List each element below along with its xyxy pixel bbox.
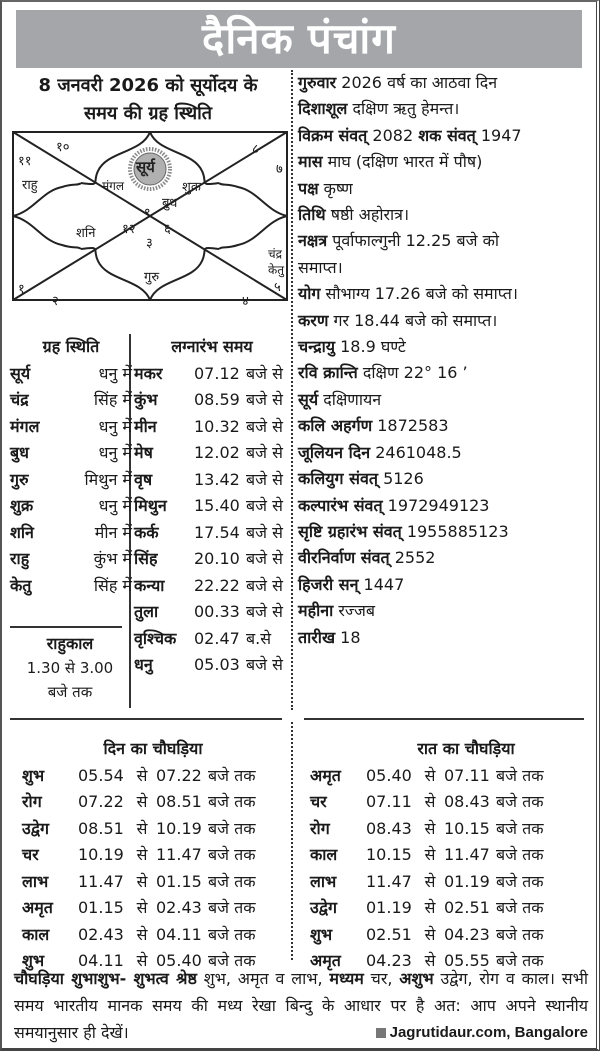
panchang-details [298, 70, 594, 651]
planet-guru: गुरु [144, 270, 160, 285]
choghadiya-row: अमृत 05.40 से 07.11 बजे तक [310, 765, 544, 785]
divider [10, 626, 122, 628]
kundli-chart [12, 131, 288, 309]
planet-row: सूर्य धनु में [10, 363, 132, 383]
planet-row: केतु सिंह में [10, 575, 132, 595]
square-bullet-icon [376, 1028, 386, 1038]
rahukaal-time: 1.30 से 3.00 [26, 659, 114, 677]
house-number: ३ [146, 236, 153, 251]
detail-row: कल्पारंभ संवत् 1972949123 [298, 495, 490, 515]
column-divider [291, 70, 293, 710]
planet-row: बुध धनु में [10, 443, 132, 462]
planet-budh: बुध [162, 196, 178, 211]
planet-chandra: चंद्र [268, 247, 282, 261]
detail-row: योग सौभाग्य 17.26 बजे को समाप्त। [298, 284, 518, 304]
choghadiya-row: अमृत 01.15 से 02.43 बजे तक [22, 898, 256, 917]
planet-mangal: मंगल [102, 179, 125, 193]
detail-row: कलि अहर्गण 1872583 [298, 416, 449, 436]
choghadiya-row: रोग 08.43 से 10.15 बजे तक [310, 818, 544, 838]
footer-text: चर, [363, 969, 400, 988]
house-number: ४ [242, 294, 249, 309]
choghadiya-row: चर 07.11 से 08.43 बजे तक [310, 792, 544, 811]
choghadiya-row: लाभ 11.47 से 01.19 बजे तक [310, 871, 544, 891]
detail-row: चन्द्रायु 18.9 घण्टे [298, 337, 406, 357]
choghadiya-row: काल 10.15 से 11.47 बजे तक [310, 845, 544, 864]
planet-ketu: केतु [268, 263, 285, 277]
rahukaal-title: राहुकाल [46, 634, 94, 653]
choghadiya-row: शुभ 05.54 से 07.22 बजे तक [22, 765, 256, 785]
lagna-row: मीन 10.32 बजे से [134, 416, 283, 436]
choghadiya-row: चर 10.19 से 11.47 बजे तक [22, 845, 256, 864]
chart-heading [8, 72, 288, 128]
lagna-header: लग्नारंभ समय [171, 337, 253, 356]
divider [10, 718, 282, 720]
detail-row: हिजरी सन् 1447 [298, 574, 405, 594]
detail-row: विक्रम संवत् 2082 शक संवत् 1947 [298, 125, 522, 145]
column-divider [291, 722, 293, 960]
lagna-row: कन्या 22.22 बजे से [134, 575, 283, 595]
footer-label: चौघड़िया शुभाशुभ- शुभत्व श्रेष्ठ [14, 969, 197, 988]
house-number: ५ [274, 280, 281, 295]
house-number: ९ [144, 206, 151, 221]
planet-shani: शनि [76, 226, 96, 241]
footer-text: शुभ, अमृत व लाभ, [196, 969, 330, 988]
planet-row: चंद्र सिंह में [10, 390, 132, 409]
lagna-row: मकर 07.12 बजे से [134, 363, 283, 383]
planet-row: शनि मीन में [10, 522, 132, 542]
detail-row: तिथि षष्ठी अहोरात्र। [298, 205, 410, 225]
lagna-row: कर्क 17.54 बजे से [134, 522, 283, 542]
lagna-row: वृश्चिक 02.47 ब.से [134, 628, 272, 648]
detail-row: दिशाशूल दक्षिण ऋतु हेमन्त। [298, 99, 460, 119]
house-number: ११ [18, 154, 32, 169]
choghadiya-row: उद्वेग 01.19 से 02.51 बजे तक [310, 898, 544, 917]
choghadiya-row: उद्वेग 08.51 से 10.19 बजे तक [22, 818, 256, 838]
lagna-row: वृष 13.42 बजे से [134, 469, 283, 489]
day-choghadiya-header: दिन का चौघड़िया [103, 739, 203, 758]
rahukaal-suffix: बजे तक [47, 683, 93, 701]
footer-text: उद्वेग, रोग व काल। सभी समय भारतीय मानक समय की मध्य रेखा बिन्दु के आधार पर है अत: आप अपने स्थानीय समयानुसार ही देखें। [14, 969, 588, 1042]
detail-row: वीरनिर्वाण संवत् 2552 [298, 548, 436, 568]
house-number: २ [52, 294, 59, 309]
house-number: ८ [252, 142, 259, 157]
detail-row: रवि क्रान्ति दक्षिण 22° 16 ’ [298, 363, 468, 383]
detail-row: मास माघ (दक्षिण भारत में पौष) [298, 152, 483, 172]
lagna-row: मिथुन 15.40 बजे से [134, 496, 283, 515]
choghadiya-row: काल 02.43 से 04.11 बजे तक [22, 924, 256, 944]
detail-row: कलियुग संवत् 5126 [298, 469, 424, 489]
choghadiya-row: लाभ 11.47 से 01.15 बजे तक [22, 871, 256, 891]
night-choghadiya-header: रात का चौघड़िया [417, 739, 515, 758]
night-choghadiya [310, 736, 582, 975]
divider [304, 718, 584, 720]
choghadiya-row: अमृत 04.23 से 05.55 बजे तक [310, 951, 544, 970]
planet-row: मंगल धनु में [10, 416, 132, 436]
lagna-row: धनु 05.03 बजे से [134, 655, 283, 674]
planet-shukra: शुक्र [182, 180, 201, 195]
lagna-row: तुला 00.33 बजे से [134, 602, 283, 621]
house-number: ७ [276, 162, 283, 177]
detail-row: सूर्य दक्षिणायन [298, 389, 382, 409]
planet-positions [10, 334, 132, 599]
planet-rahu: राहु [22, 178, 38, 193]
choghadiya-row: शुभ 04.11 से 05.40 बजे तक [22, 951, 256, 970]
planet-positions-header: ग्रह स्थिति [42, 337, 100, 356]
choghadiya-row: शुभ 02.51 से 04.23 बजे तक [310, 924, 544, 944]
detail-row: समाप्त। [298, 257, 343, 277]
house-number: १ [18, 282, 25, 297]
chart-heading-line2: समय की ग्रह स्थिति [83, 103, 213, 124]
house-number: १० [56, 140, 70, 155]
house-number: १२ [122, 222, 136, 237]
detail-row: पक्ष कृष्ण [298, 178, 353, 198]
detail-row: जूलियन दिन 2461048.5 [298, 442, 462, 462]
lagna-row: मेष 12.02 बजे से [134, 443, 283, 462]
detail-row: महीना रज्जब [298, 601, 376, 621]
footer-label: अशुभ [399, 969, 434, 988]
credit-text: Jagrutidaur.com, Bangalore [389, 1024, 588, 1041]
detail-row: तारीख 18 [298, 627, 361, 647]
footer-note [14, 965, 588, 1046]
rahukaal-box [10, 632, 130, 704]
detail-row: करण गर 18.44 बजे को समाप्त। [298, 310, 498, 330]
planet-row: राहु कुंभ में [10, 549, 132, 568]
lagna-row: कुंभ 08.59 बजे से [134, 390, 283, 409]
page-title: दैनिक पंचांग [16, 10, 582, 68]
planet-row: शुक्र धनु में [10, 496, 132, 515]
footer-label: मध्यम [329, 969, 364, 988]
house-number: ६ [164, 222, 171, 237]
detail-row: नक्षत्र पूर्वाफाल्गुनी 12.25 बजे को [298, 231, 500, 251]
choghadiya-row: रोग 07.22 से 08.51 बजे तक [22, 792, 256, 811]
planet-row: गुरु मिथुन में [10, 469, 132, 489]
detail-row: गुरुवार 2026 वर्ष का आठवा दिन [298, 73, 498, 92]
lagna-row: सिंह 20.10 बजे से [134, 549, 283, 568]
detail-row: सृष्टि ग्रहारंभ संवत् 1955885123 [298, 521, 509, 541]
lagna-timings [134, 334, 290, 679]
chart-heading-line1: 8 जनवरी 2026 को सूर्योदय के [38, 75, 258, 96]
kundli-sun-label: सूर्य [136, 158, 155, 176]
source-credit [376, 1019, 588, 1046]
day-choghadiya [22, 736, 284, 975]
